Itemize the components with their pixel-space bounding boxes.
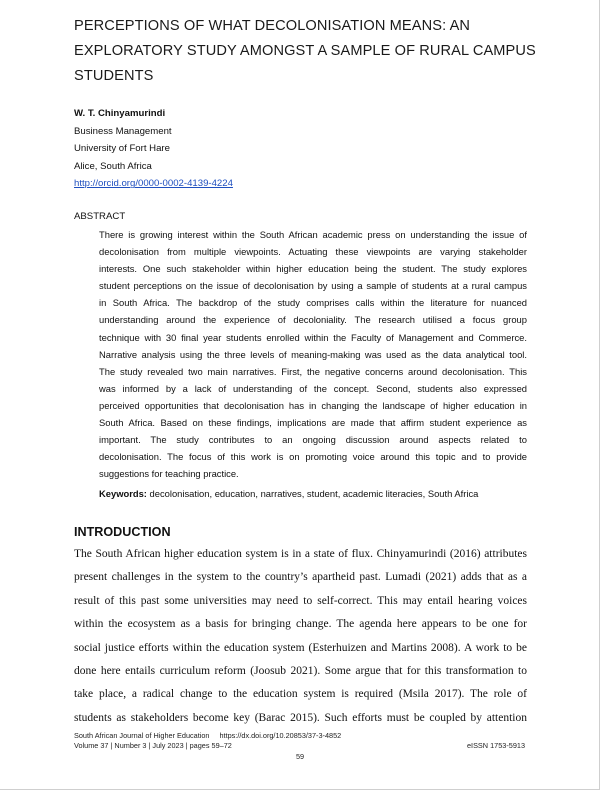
footer-eissn: eISSN 1753-5913	[466, 741, 525, 750]
author-institution: University of Fort Hare	[74, 143, 170, 155]
abstract-line: important. The study contributes to an ongoing discussion around aspects related to	[99, 434, 527, 446]
abstract-line: suggestions for teaching practice.	[99, 468, 239, 480]
intro-line: take place, a radical change to the education system is required (Msila 2017). The role of	[74, 688, 527, 701]
introduction-body	[74, 543, 527, 730]
abstract-line: technique with 30 final year students enrolled within the Faculty of Management and Commerce.	[99, 331, 527, 343]
orcid-link[interactable]: http://orcid.org/0000-0002-4139-4224	[74, 178, 233, 190]
article-title	[74, 14, 554, 89]
introduction-heading: INTRODUCTION	[74, 525, 171, 539]
intro-line: social justice efforts within the education system (Esterhuizen and Martins 2008). A work to be	[74, 641, 527, 654]
abstract-line: The study revealed two main narratives. First, the negative concerns around decolonisation. This	[99, 365, 527, 377]
footer-journal-info	[74, 731, 341, 751]
page-number: 59	[295, 752, 305, 761]
abstract-line: Narrative analysis using the three levels of meaning-making was used as the data analytical tool.	[99, 348, 527, 360]
title-line: STUDENTS	[74, 68, 154, 84]
abstract-line: South Africa. Based on these findings, implications are made that affirm student experience as	[99, 417, 527, 429]
abstract-line: interests. One such stakeholder within higher education being the student. The study explores	[99, 263, 527, 275]
title-line: PERCEPTIONS OF WHAT DECOLONISATION MEANS: AN	[74, 18, 471, 34]
abstract-line: decolonisation from multiple viewpoints. Actuating these viewpoints are varying stakeholder	[99, 246, 527, 258]
abstract-line: decolonisation. The focus of this work is on promoting voice around this topic and to provide	[99, 451, 527, 463]
intro-line: within the ecosystem as a basis for bringing change. The agenda here appears to be one for	[74, 618, 527, 631]
abstract-line: was informed by a lack of understanding of the concept. Second, students also expressed	[99, 382, 527, 394]
footer-journal-name: South African Journal of Higher Education	[74, 731, 210, 740]
intro-line: present challenges in the system to the country’s apartheid past. Lumadi (2021) adds that as a	[74, 571, 527, 584]
footer-doi: https://dx.doi.org/10.20853/37-3-4852	[219, 731, 342, 740]
abstract-body	[99, 226, 527, 482]
intro-line: result of this past some universities may need to self-correct. This may entail hearing voices	[74, 594, 527, 607]
author-block	[74, 105, 233, 193]
abstract-line: in South Africa. The backdrop of the study comprises calls within the literature for nuanced	[99, 297, 527, 309]
intro-line: The South African higher education system is in a state of flux. Chinyamurindi (2016) attributes	[74, 548, 527, 560]
abstract-line: understanding around the experience of decoloniality. The research utilised a focus group	[99, 314, 527, 326]
abstract-line: There is growing interest within the South African academic press on understanding the issue of	[99, 229, 527, 240]
abstract-label: ABSTRACT	[74, 211, 126, 222]
abstract-line: student perceptions on the issue of decolonisation by using a sample of students at a rural campus	[99, 280, 527, 292]
intro-line: done here entails curriculum reform (Joosub 2021). Some argue that for this transformation to	[74, 665, 527, 678]
author-location: Alice, South Africa	[74, 160, 152, 172]
keywords-list: decolonisation, education, narratives, student, academic literacies, South Africa	[149, 488, 479, 499]
abstract-line: perceived opportunities that decolonisation has in changing the landscape of higher education in	[99, 399, 527, 411]
footer-volume: Volume 37 | Number 3 | July 2023 | pages 59–72	[74, 741, 232, 750]
keywords	[99, 485, 527, 502]
author-department: Business Management	[74, 125, 172, 137]
intro-line: students as stakeholders become key (Barac 2015). Such efforts must be coupled by attention	[74, 711, 527, 724]
keywords-label: Keywords:	[99, 488, 147, 499]
author-name: W. T. Chinyamurindi	[74, 108, 166, 119]
title-line: EXPLORATORY STUDY AMONGST A SAMPLE OF RURAL CAMPUS	[74, 43, 536, 59]
